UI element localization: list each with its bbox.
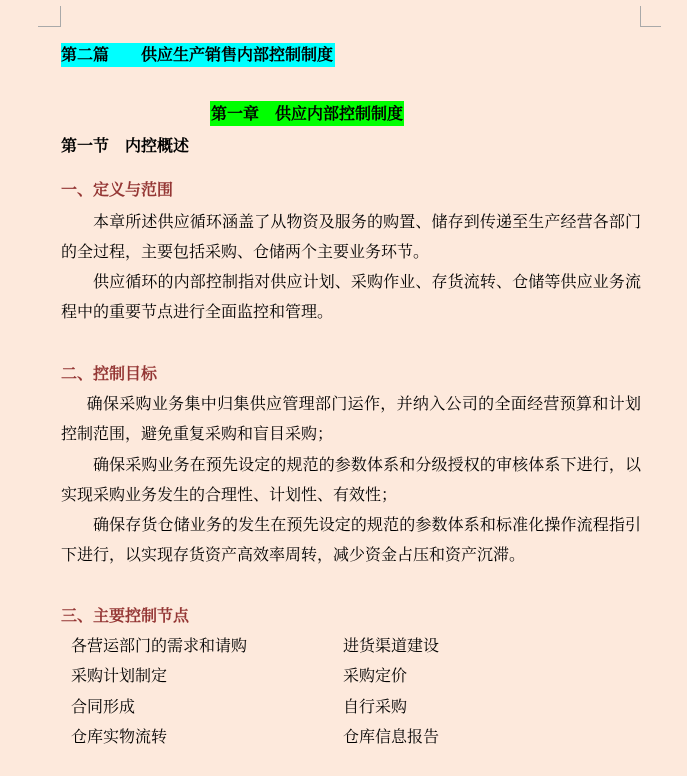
list-item: 仓库信息报告: [343, 727, 440, 746]
crop-mark-top-right: [640, 6, 661, 27]
part-title: 第二篇 供应生产销售内部控制制度: [61, 43, 335, 67]
list-item: 仓库实物流转: [71, 727, 168, 746]
section-title: 第一节 内控概述: [61, 136, 190, 155]
list-item: 自行采购: [343, 697, 408, 716]
paragraph-objective-2: 确保采购业务在预先设定的规范的参数体系和分级授权的审核体系下进行，以实现采购业务发生的合理性、计划性、有效性；: [61, 455, 641, 504]
list-item: 合同形成: [71, 697, 136, 716]
list-item: 进货渠道建设: [343, 636, 440, 655]
heading-control-objectives: 二、控制目标: [61, 364, 158, 383]
paragraph-definition-1: 本章所述供应循环涵盖了从物资及服务的购置、储存到传递至生产经营各部门的全过程，主要包括采购、仓储两个主要业务环节。: [61, 212, 641, 261]
crop-mark-top-left: [38, 6, 61, 27]
list-item: 各营运部门的需求和请购: [71, 636, 248, 655]
list-item: 采购定价: [343, 666, 408, 685]
paragraph-objective-1: 确保采购业务集中归集供应管理部门运作，并纳入公司的全面经营预算和计划控制范围，避免重复采购和盲目采购；: [61, 394, 641, 443]
paragraph-objective-3: 确保存货仓储业务的发生在预先设定的规范的参数体系和标准化操作流程指引下进行，以实现存货资产高效率周转，减少资金占压和资产沉滞。: [61, 515, 641, 564]
list-item: 采购计划制定: [71, 666, 168, 685]
paragraph-definition-2: 供应循环的内部控制指对供应计划、采购作业、存货流转、仓储等供应业务流程中的重要节点进行全面监控和管理。: [61, 272, 641, 321]
heading-main-control-nodes: 三、主要控制节点: [61, 606, 190, 625]
heading-definition-scope: 一、定义与范围: [61, 180, 174, 199]
chapter-title: 第一章 供应内部控制制度: [210, 101, 404, 126]
